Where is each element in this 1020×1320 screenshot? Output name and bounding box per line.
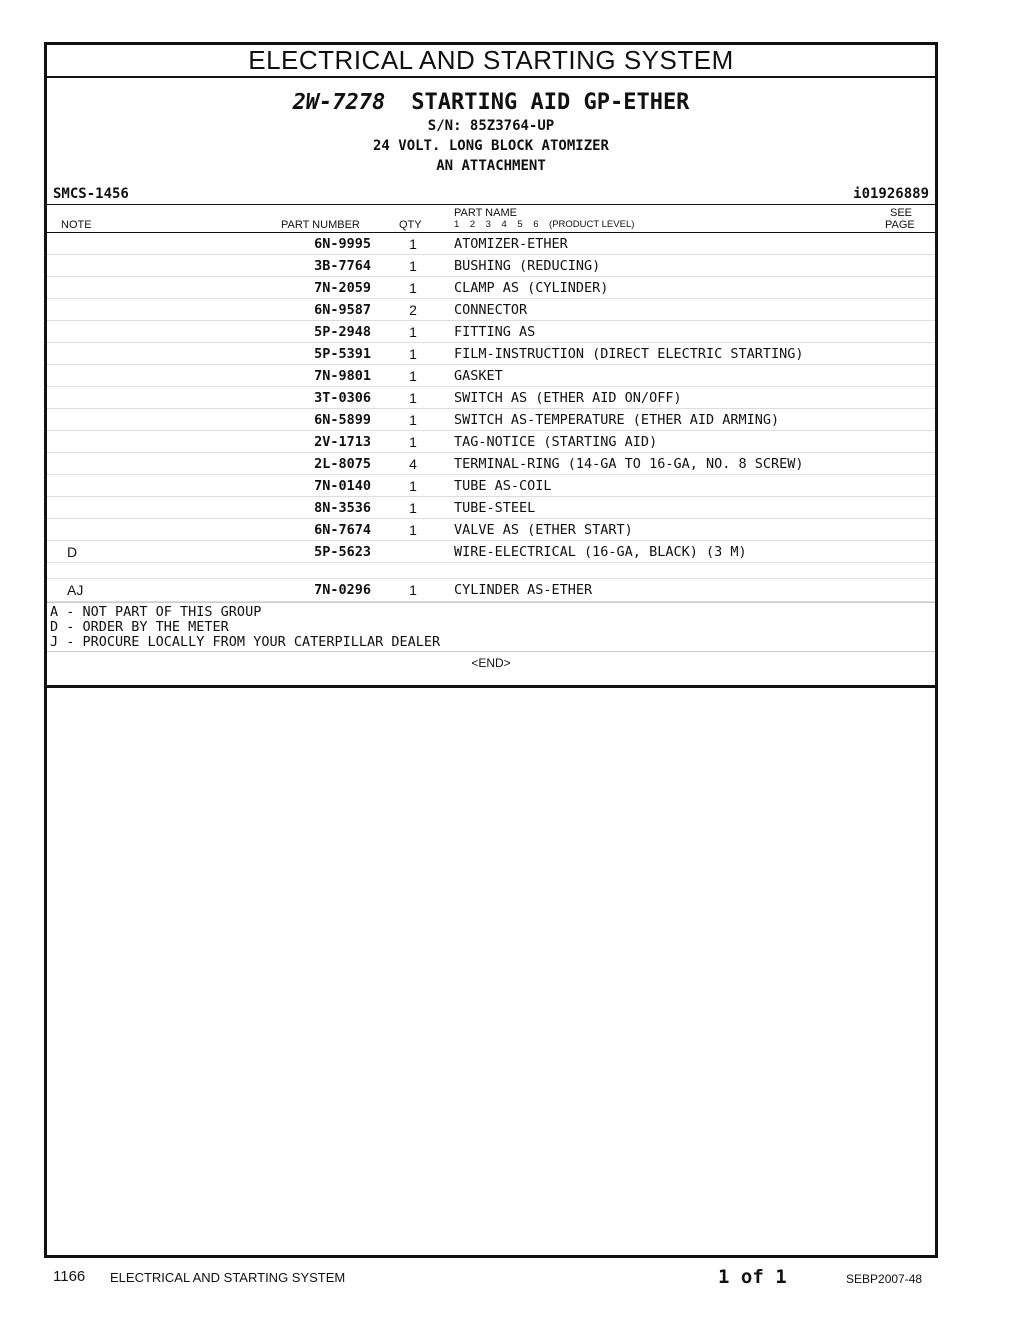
parts-list bbox=[47, 233, 935, 563]
row-qty: 1 bbox=[409, 258, 417, 274]
row-qty: 1 bbox=[409, 500, 417, 516]
table-row bbox=[47, 387, 935, 409]
note-line: J - PROCURE LOCALLY FROM YOUR CATERPILLAR DEALER bbox=[50, 634, 441, 650]
page-frame bbox=[44, 42, 938, 1258]
group-header bbox=[47, 78, 935, 205]
row-part-number: 3T-0306 bbox=[314, 390, 371, 406]
col-page: PAGE bbox=[885, 219, 915, 231]
row-part-number: 6N-9995 bbox=[314, 236, 371, 252]
column-headers bbox=[47, 205, 935, 233]
table-row bbox=[47, 497, 935, 519]
row-qty: 1 bbox=[409, 478, 417, 494]
row-part-name: TAG-NOTICE (STARTING AID) bbox=[454, 434, 658, 450]
table-row bbox=[47, 453, 935, 475]
table-row bbox=[47, 519, 935, 541]
table-row bbox=[47, 277, 935, 299]
row-note: AJ bbox=[67, 582, 84, 598]
table-row bbox=[47, 431, 935, 453]
row-part-name: CONNECTOR bbox=[454, 302, 528, 318]
table-row bbox=[47, 255, 935, 277]
footer-page-of: 1 of 1 bbox=[718, 1266, 787, 1288]
row-part-name: GASKET bbox=[454, 368, 503, 384]
group-title-line bbox=[47, 90, 935, 115]
table-row bbox=[47, 541, 935, 563]
footer-section-title: ELECTRICAL AND STARTING SYSTEM bbox=[110, 1270, 346, 1285]
note-line: D - ORDER BY THE METER bbox=[50, 619, 229, 635]
table-row bbox=[47, 321, 935, 343]
row-qty: 2 bbox=[409, 302, 417, 318]
row-part-number: 7N-9801 bbox=[314, 368, 371, 384]
group-number: 2W-7278 bbox=[292, 90, 386, 115]
row-qty: 1 bbox=[409, 280, 417, 296]
row-qty: 1 bbox=[409, 412, 417, 428]
row-part-name: SWITCH AS (ETHER AID ON/OFF) bbox=[454, 390, 682, 406]
table-row bbox=[47, 365, 935, 387]
row-note: D bbox=[67, 544, 78, 560]
table-row bbox=[47, 299, 935, 321]
row-part-number: 3B-7764 bbox=[314, 258, 371, 274]
row-part-number: 8N-3536 bbox=[314, 500, 371, 516]
row-part-number: 5P-2948 bbox=[314, 324, 371, 340]
col-see: SEE bbox=[890, 207, 913, 219]
row-qty: 4 bbox=[409, 456, 417, 472]
row-part-name: BUSHING (REDUCING) bbox=[454, 258, 601, 274]
row-part-name: CYLINDER AS-ETHER bbox=[454, 582, 593, 598]
row-part-number: 6N-5899 bbox=[314, 412, 371, 428]
row-part-number: 2L-8075 bbox=[314, 456, 371, 472]
row-qty: 1 bbox=[409, 390, 417, 406]
col-part-name: PART NAME bbox=[454, 207, 517, 219]
smcs-code: SMCS-1456 bbox=[53, 186, 129, 202]
row-part-number: 7N-0296 bbox=[314, 582, 371, 598]
table-row bbox=[47, 233, 935, 255]
attachment-label: AN ATTACHMENT bbox=[436, 158, 546, 174]
row-part-number: 5P-5623 bbox=[314, 544, 371, 560]
row-qty: 1 bbox=[409, 434, 417, 450]
row-qty: 1 bbox=[409, 582, 417, 598]
section-title: ELECTRICAL AND STARTING SYSTEM bbox=[47, 45, 935, 78]
col-note: NOTE bbox=[61, 219, 92, 231]
row-part-name: WIRE-ELECTRICAL (16-GA, BLACK) (3 M) bbox=[454, 544, 747, 560]
footer-page-number: 1166 bbox=[53, 1268, 86, 1285]
footer-document-id: SEBP2007-48 bbox=[846, 1272, 923, 1286]
row-part-name: TUBE-STEEL bbox=[454, 500, 536, 516]
row-part-name: SWITCH AS-TEMPERATURE (ETHER AID ARMING) bbox=[454, 412, 780, 428]
end-marker: <END> bbox=[47, 652, 935, 688]
serial-number: S/N: 85Z3764-UP bbox=[427, 118, 555, 134]
table-row bbox=[47, 409, 935, 431]
row-qty: 1 bbox=[409, 346, 417, 362]
blank-row bbox=[47, 563, 935, 579]
table-row bbox=[47, 343, 935, 365]
row-part-name: FILM-INSTRUCTION (DIRECT ELECTRIC STARTING) bbox=[454, 346, 804, 362]
row-qty: 1 bbox=[409, 324, 417, 340]
row-qty: 1 bbox=[409, 236, 417, 252]
row-part-name: TERMINAL-RING (14-GA TO 16-GA, NO. 8 SCREW) bbox=[454, 456, 804, 472]
table-row bbox=[47, 579, 935, 602]
row-qty: 1 bbox=[409, 522, 417, 538]
row-part-name: VALVE AS (ETHER START) bbox=[454, 522, 633, 538]
table-row bbox=[47, 475, 935, 497]
row-part-number: 5P-5391 bbox=[314, 346, 371, 362]
col-qty: QTY bbox=[399, 219, 422, 231]
row-qty: 1 bbox=[409, 368, 417, 384]
row-part-number: 7N-2059 bbox=[314, 280, 371, 296]
row-part-name: ATOMIZER-ETHER bbox=[454, 236, 568, 252]
row-part-name: FITTING AS bbox=[454, 324, 536, 340]
row-part-number: 7N-0140 bbox=[314, 478, 371, 494]
row-part-number: 2V-1713 bbox=[314, 434, 371, 450]
col-part-number: PART NUMBER bbox=[281, 219, 360, 231]
row-part-number: 6N-9587 bbox=[314, 302, 371, 318]
notes-legend bbox=[47, 602, 935, 652]
row-part-name: CLAMP AS (CYLINDER) bbox=[454, 280, 609, 296]
row-part-name: TUBE AS-COIL bbox=[454, 478, 552, 494]
group-description: 24 VOLT. LONG BLOCK ATOMIZER bbox=[372, 138, 609, 154]
illustration-id: i01926889 bbox=[853, 186, 929, 202]
group-name: STARTING AID GP-ETHER bbox=[411, 90, 690, 115]
col-product-levels: 1 2 3 4 5 6 (PRODUCT LEVEL) bbox=[454, 219, 635, 230]
note-line: A - NOT PART OF THIS GROUP bbox=[50, 604, 262, 620]
row-part-number: 6N-7674 bbox=[314, 522, 371, 538]
